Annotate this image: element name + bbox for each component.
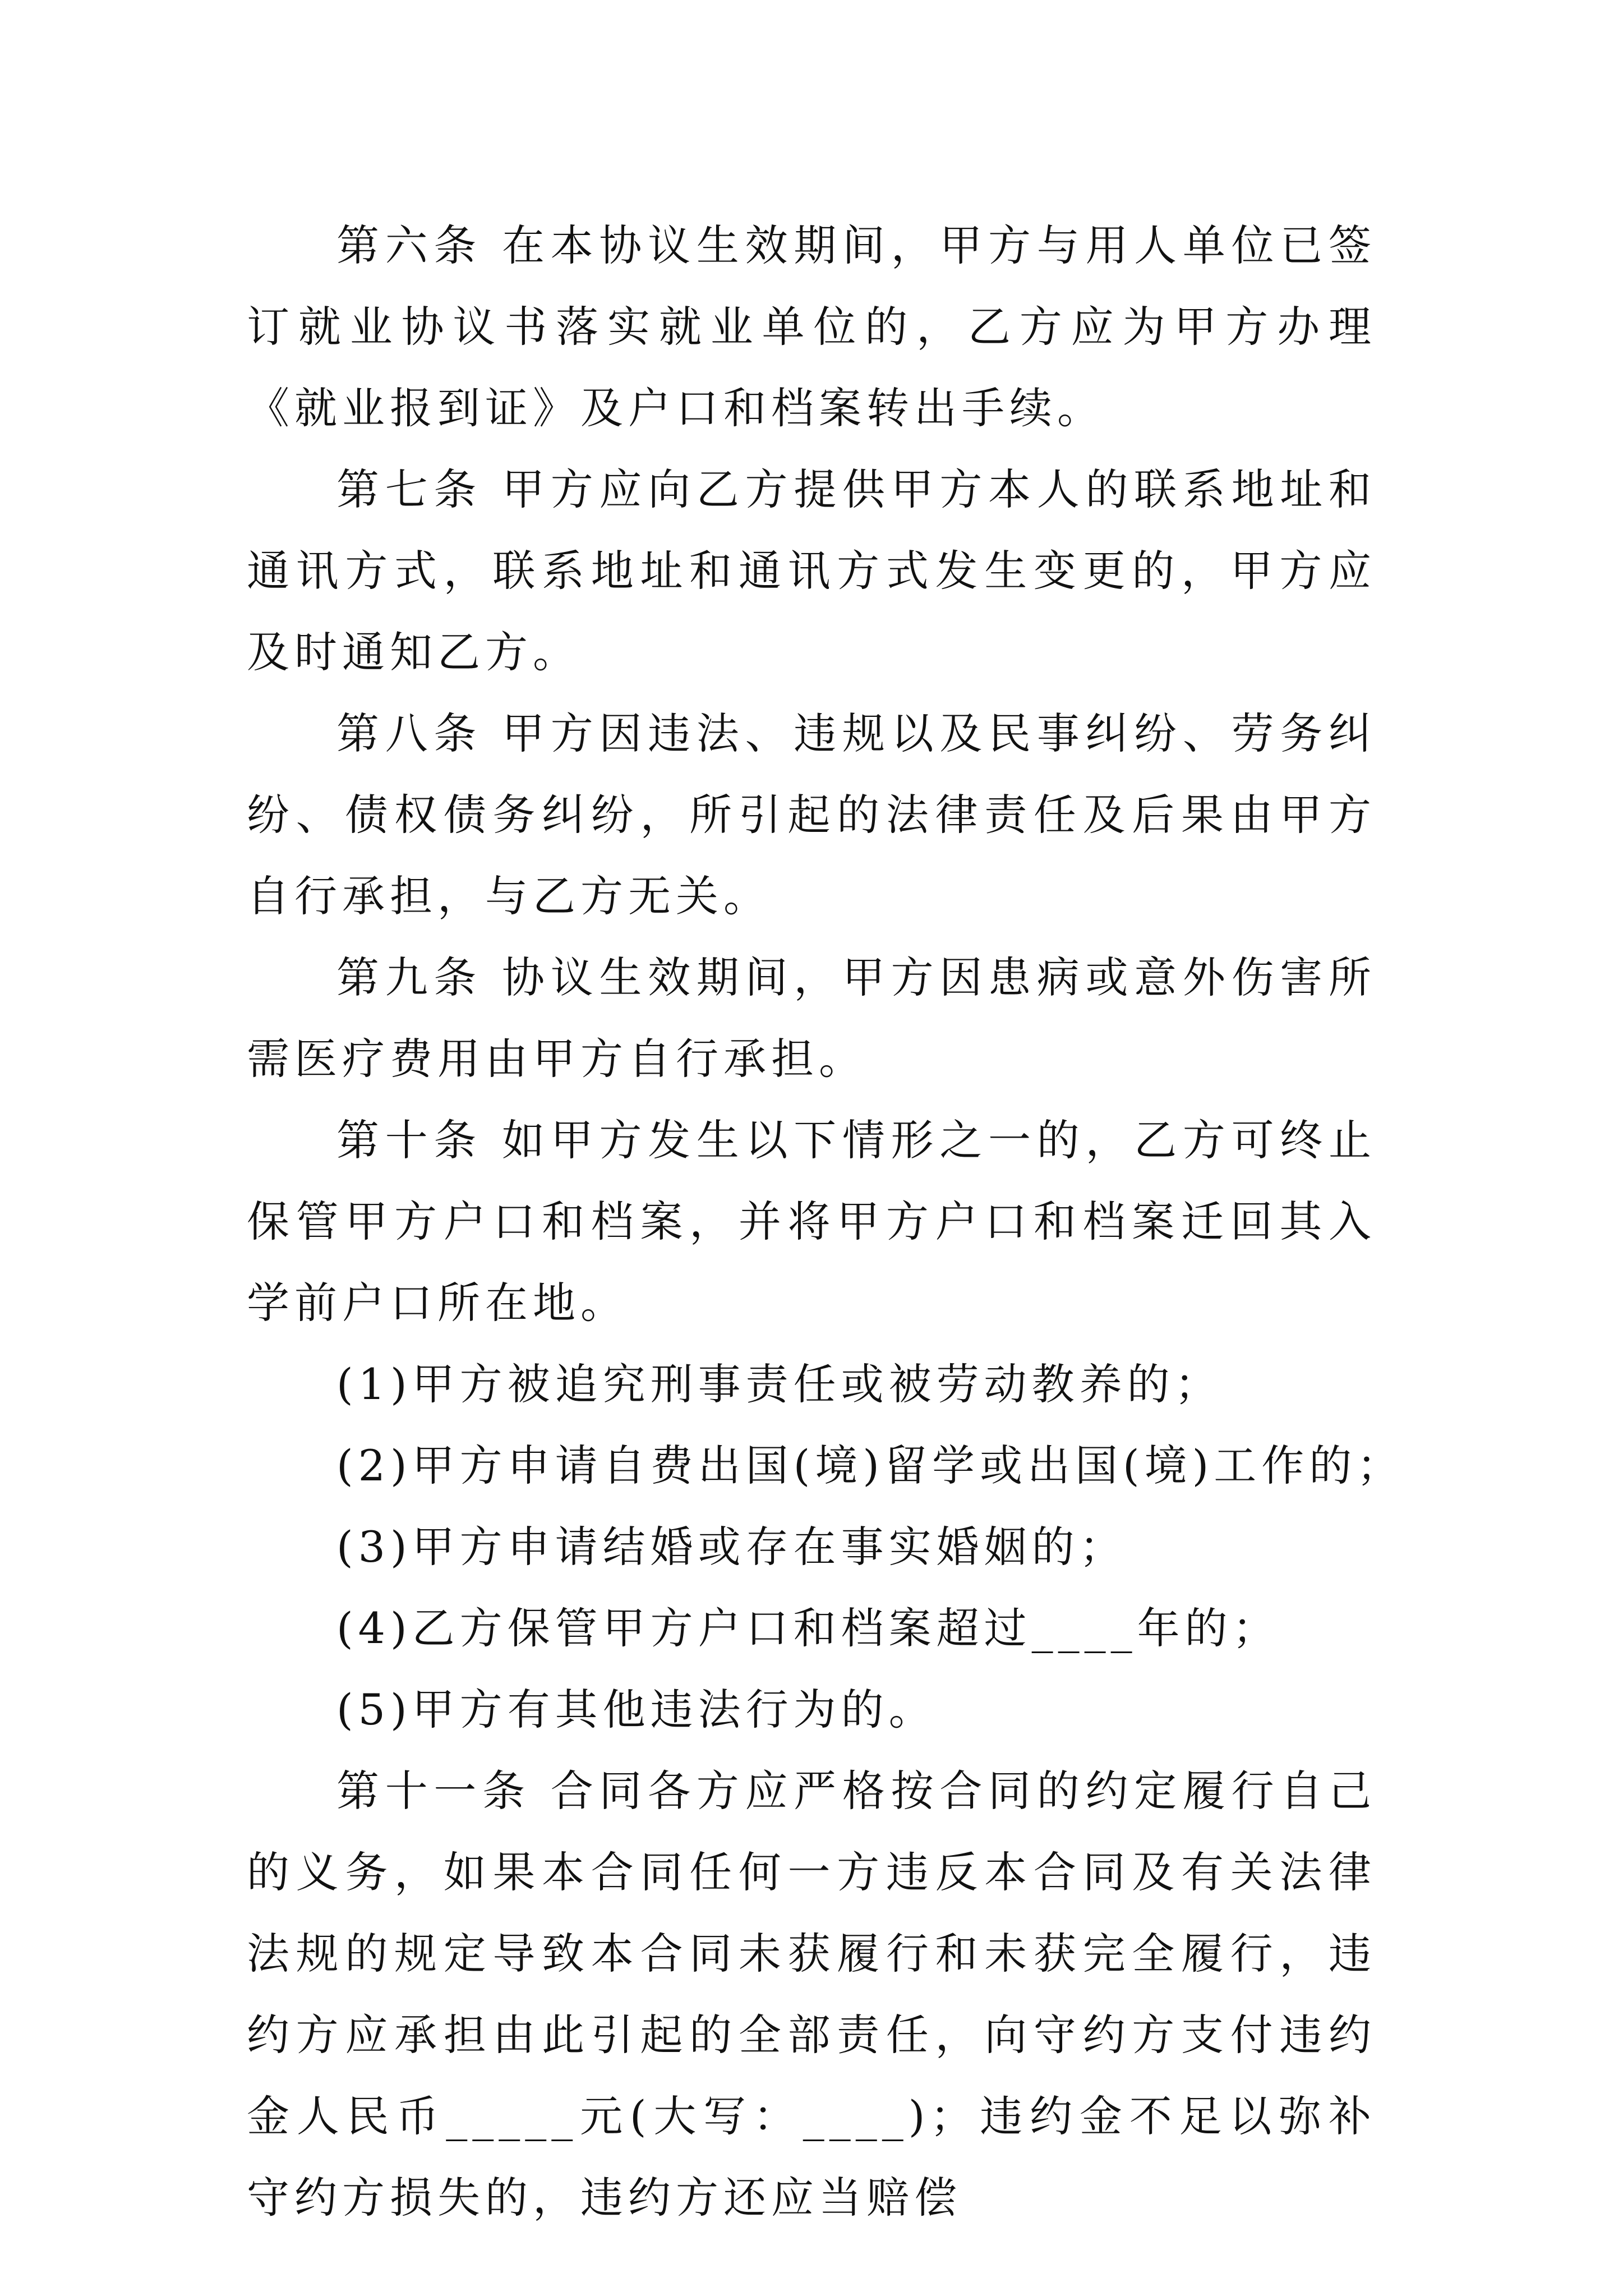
document-body — [247, 205, 1405, 2238]
article-6-paragraph: 第六条 在本协议生效期间，甲方与用人单位已签订就业协议书落实就业单位的，乙方应为甲方办理《就业报到证》及户口和档案转出手续。 — [247, 220, 1376, 433]
list-item: (2)甲方申请自费出国(境)留学或出国(境)工作的； — [336, 1441, 1405, 1490]
list-item: (4)乙方保管甲方户口和档案超过____年的； — [336, 1603, 1280, 1653]
article-11-paragraph: 第十一条 合同各方应严格按合同的约定履行自己的义务，如果本合同任何一方违反本合同及有关法律法规的规定导致本合同未获履行和未获完全履行，违约方应承担由此引起的全部责任，向守约方支付违约金人民币_____元(大写：____)；违约金不足以弥补守约方损失的，违约方还应当赔偿 — [247, 1766, 1376, 2223]
article-8-paragraph: 第八条 甲方因违法、违规以及民事纠纷、劳务纠纷、债权债务纠纷，所引起的法律责任及后果由甲方自行承担，与乙方无关。 — [247, 708, 1376, 921]
list-item: (5)甲方有其他违法行为的。 — [336, 1685, 937, 1734]
article-10-paragraph: 第十条 如甲方发生以下情形之一的，乙方可终止保管甲方户口和档案，并将甲方户口和档案迁回其入学前户口所在地。 — [247, 1115, 1376, 1328]
article-9-paragraph: 第九条 协议生效期间，甲方因患病或意外伤害所需医疗费用由甲方自行承担。 — [247, 953, 1376, 1084]
list-item: (1)甲方被追究刑事责任或被劳动教养的； — [336, 1359, 1223, 1409]
article-7-paragraph: 第七条 甲方应向乙方提供甲方本人的联系地址和通讯方式，联系地址和通讯方式发生变更的，甲方应及时通知乙方。 — [247, 464, 1376, 677]
list-item: (3)甲方申请结婚或存在事实婚姻的； — [336, 1522, 1127, 1572]
